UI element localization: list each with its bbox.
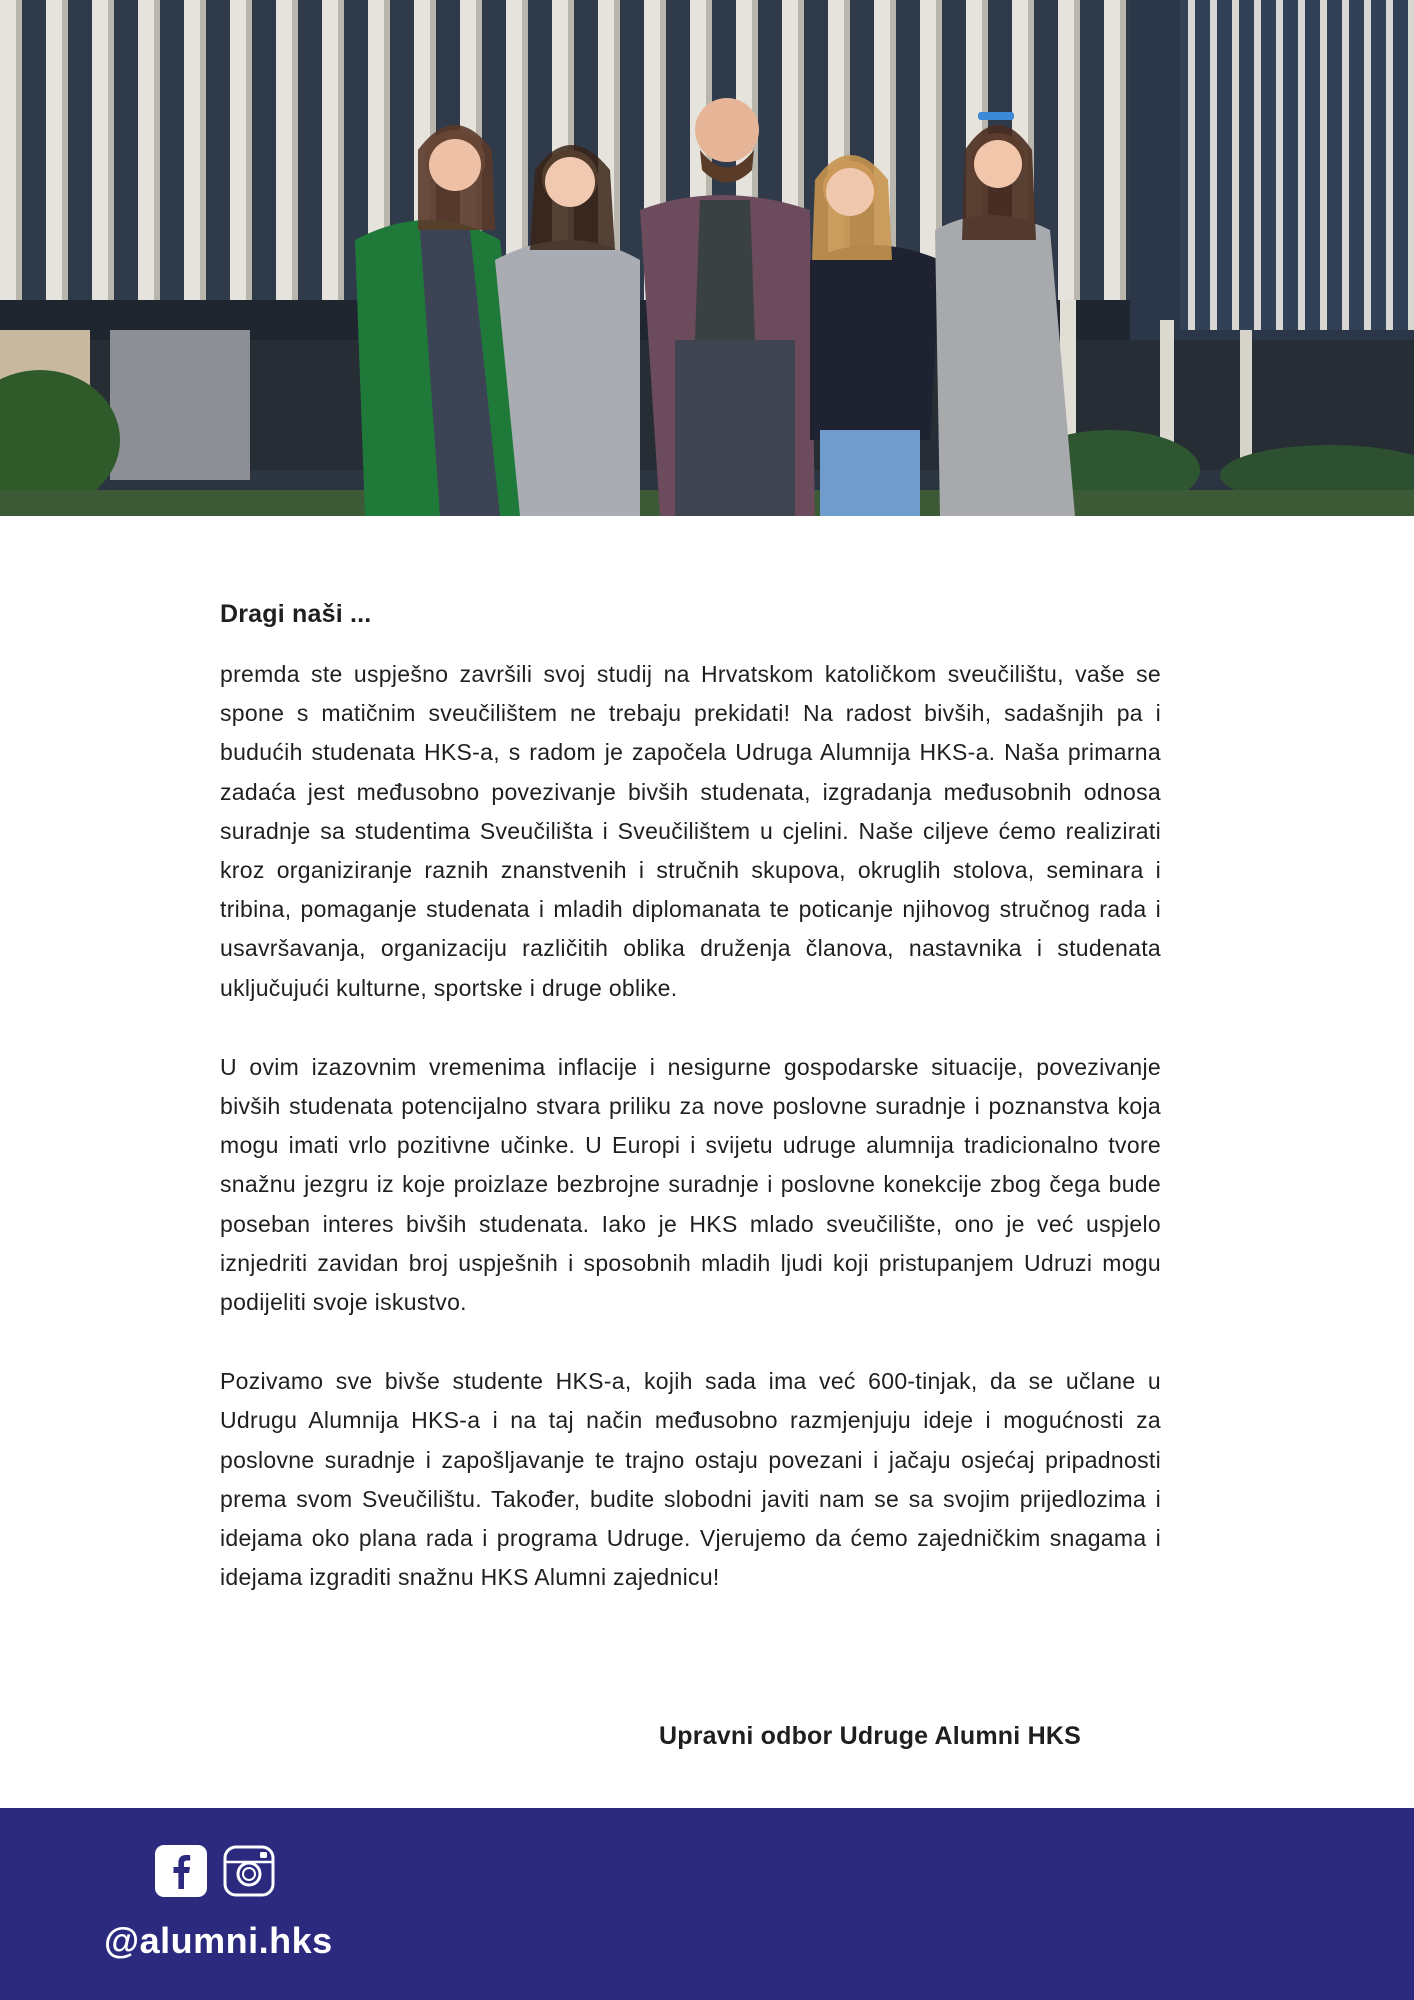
paragraph-invitation: Pozivamo sve bivše studente HKS-a, kojih sada ima već 600-tinjak, da se učlane u Udrugu Alumnija HKS-a i na taj način međusobno razmjenjuju ideje i mogućnosti za poslovne suradnje i zapošljavanje te trajno ostaju povezani i jačaju osjećaj pripadnosti prema svom Sveučilištu. Također, budite slobodni javiti nam se sa svojim prijedlozima i idejama oko plana rada i programa Udruge. Vjerujemo da ćemo zajedničkim snagama i idejama izgraditi snažnu HKS Alumni zajednicu! <box>220 1368 1161 1591</box>
signature: Upravni odbor Udruge Alumni HKS <box>659 1722 1081 1750</box>
greeting: Dragi naši ... <box>220 600 372 628</box>
social-handle[interactable]: @alumni.hks <box>104 1920 333 1961</box>
footer <box>0 1808 1414 2000</box>
paragraph-intro: premda ste uspješno završili svoj studij na Hrvatskom katoličkom sveučilištu, vaše se spone s matičnim sveučilištem ne trebaju prekidati! Na radost bivših, sadašnjih pa i budućih studenata HKS-a, s radom je započela Udruga Alumnija HKS-a. Naša primarna zadaća jest međusobno povezivanje bivših studenata, izgradanja međusobnih odnosa suradnje sa studentima Sveučilišta i Sveučilištem u cjelini. Naše ciljeve ćemo realizirati kroz organiziranje raznih znanstvenih i stručnih skupova, okruglih stolova, seminara i tribina, pomaganje studenata i mladih diplomanata te poticanje njihovog stručnog rada i usavršavanja, organizaciju različitih oblika druženja članova, nastavnika i studenata uključujući kulturne, sportske i druge oblike. <box>220 661 1161 1001</box>
paragraph-economy: U ovim izazovnim vremenima inflacije i nesigurne gospodarske situacije, povezivanje bivših studenata potencijalno stvara priliku za nove poslovne suradnje i poznanstva koja mogu imati vrlo pozitivne učinke. U Europi i svijetu udruge alumnija tradicionalno tvore snažnu jezgru iz koje proizlaze bezbrojne suradnje i poslovne konekcije zbog čega bude poseban interes bivših studenata. Iako je HKS mlado sveučilište, ono je već uspjelo iznjedriti zavidan broj uspješnih i sposobnih mladih ljudi koji pristupanjem Udruzi mogu podijeliti svoje iskustvo. <box>220 1053 1161 1316</box>
facebook-icon[interactable] <box>155 1845 207 1897</box>
instagram-icon[interactable] <box>222 1844 276 1898</box>
hero-photo <box>0 0 1414 516</box>
letter-body <box>220 600 1161 1637</box>
